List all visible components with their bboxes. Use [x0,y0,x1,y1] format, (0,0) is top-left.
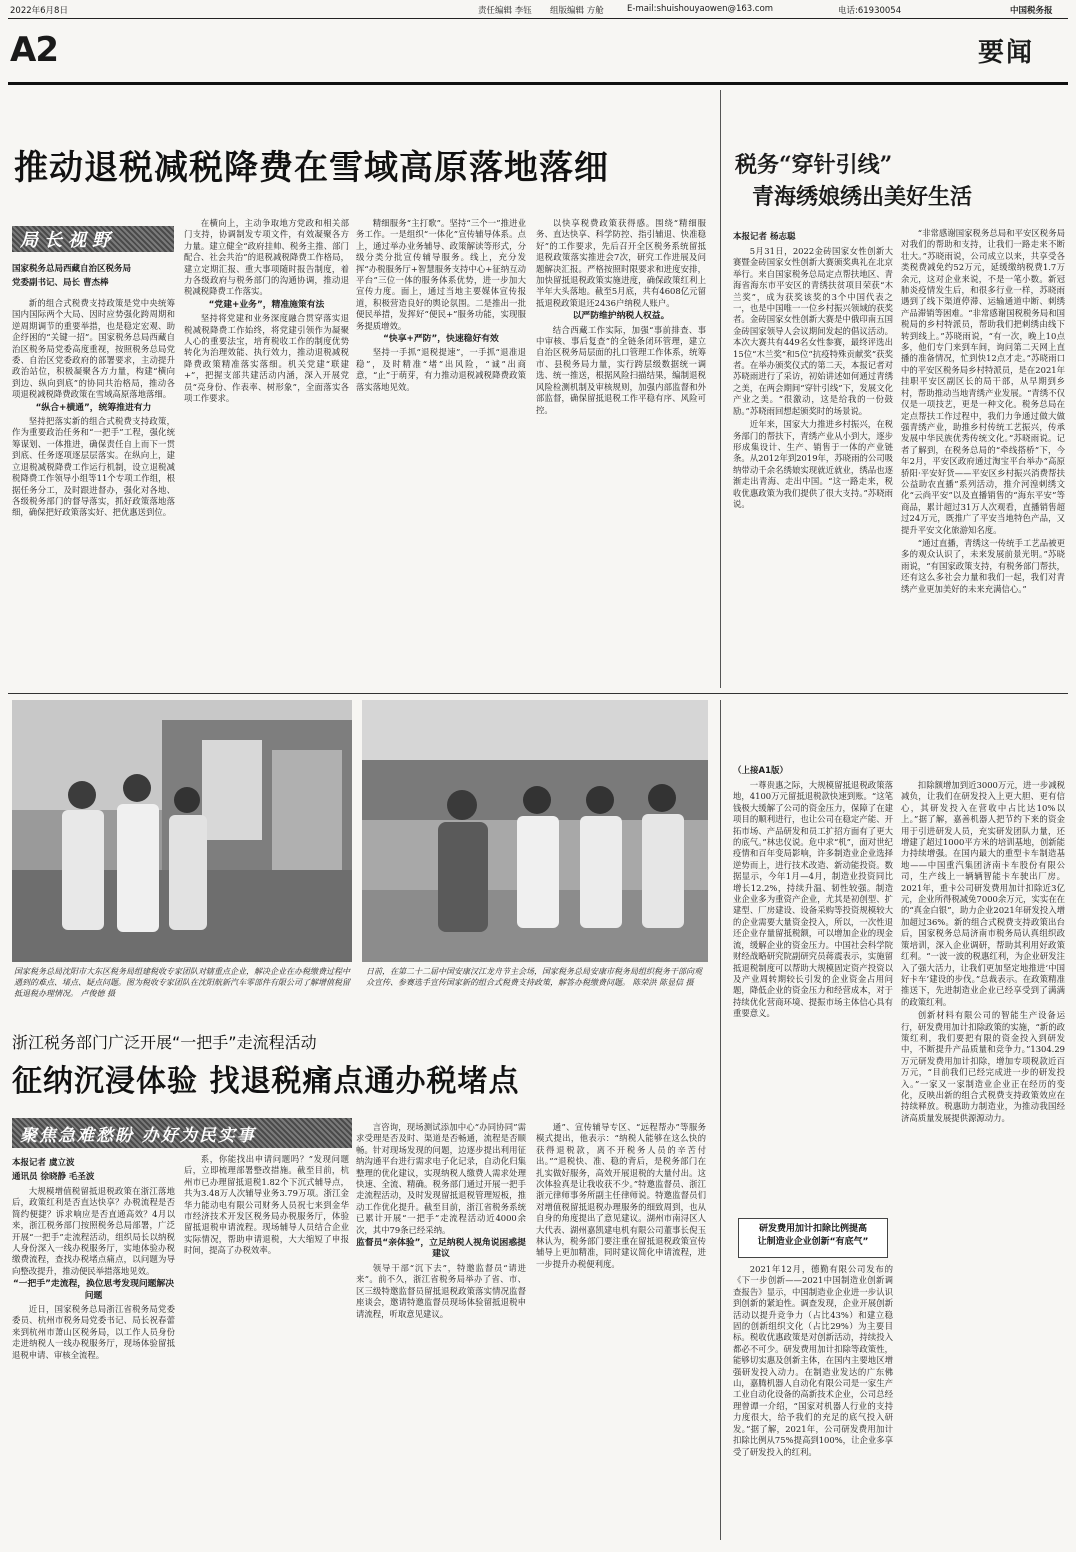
story2-byline: 本报记者 杨志聪 [733,232,796,242]
story1-column-1 [12,298,175,683]
paragraph: 创新材料有限公司的智能生产设备运行，研发费用加计扣除政策的实施，“新的政策红利，我们要把有限的资金投入到研发中，不断提升产品质量和竞争力。”1304.29万元研发费用加计扣除，增加专项税款近百万元，“目前我们已经完成进一步的研发投入。”一家又一家制造业企业正在经历的变化，反映出新的组合式税费支持政策效应在持续释放。税惠助力制造业，为推动我国经济高质量发展提供源源动力。 [901,1010,1065,1123]
story2-column-1 [733,246,893,683]
story3-column-3 [356,1122,526,1542]
masthead-date: 2022年6月8日 [10,6,68,16]
continued-column-1 [733,780,893,1210]
paragraph: 结合西藏工作实际，加强“事前排查、事中审核、事后复查”的全链条闭环管理，建立自治区税务局层面的扎口管理工作体系，统筹市、县税务局力量，实行跨层级数据统一调选、统一推送，根据风险扫描结果，编制退税风险检测机制及审核规则，加强内部监督和外部监督，确保留抵退税工作平稳有序、风险可控。 [536,324,706,415]
paragraph: 近年来，国家大力推进乡村振兴，在税务部门的帮扶下，青绣产业从小到大，逐步形成集设计、生产、销售于一体的产业链条。从2012年到2019年，苏晓雨的公司吸纳带动千余名绣娘实现就近就业，绣品也逐渐走出青海、走出中国。“这一路走来，税收优惠政策为我们提供了很大支持。”苏晓雨说。 [733,419,893,509]
paragraph: 扣除额增加到近3000万元，进一步减税减负，让我们在研发投入上更大胆、更有信心，其研发投入在营收中占比达10%以上。”据了解，嘉善机器人把节约下来的资金用于引进研发人员，充实研发团队力量，还增建了超过1000平方米的培训基地，创新能力持续增强。在国内最大的重型卡车制造基地——中国重汽集团济南卡车股份有限公司，生产线上一辆辆智能卡车驶出厂房。2021年，重卡公司研发费用加计扣除近3亿元，企业所得税减免7000余万元，实实在在的“真金白银”，助力企业2021年研发投入增加超过36%。新的组合式税费支持政策出台后，国家税务总局济南市税务局认真组织政策培训，深入企业调研，帮助其利用好政策红利。“一波一波的税惠红利，为企业研发注入了强大活力，让我们更加坚定地推进‘中国好卡车’建设的步伐。”总裁表示。在政策精准推送下，先进制造业企业已经享受到了满满的政策红利。 [901,780,1065,1007]
box-line-1: 研发费用加计扣除比例提高 [758,1224,867,1234]
paragraph: 近日，国家税务总局浙江省税务局党委委员、杭州市税务局党委书记、局长祝春蕾来到杭州市萧山区税务局，以工作人员身份走进纳税人一线办税服务厅，现场体验留抵退税申请、审核全流程。 [12,1304,175,1360]
masthead-phone: 电话:61930054 [838,6,902,16]
paragraph: 通”、宣传辅导专区、“远程帮办”等服务模式提出，他表示：“纳税人能够在这么快的获得退税款，离不开税务人员的辛苦付出。”“退税快、准、稳的背后，是税务部门在扎实做好服务，高效开展退税的大量付出。这次体验真是让我收获不少。”特邀监督员、浙江浙元律师事务所副主任律师说。特邀监督员们对增值税留抵退税办理服务的细致周到，也从自身的角度提出了意见建议。湖州市南浔区人大代表、湖州嘉凯建电机有限公司董事长倪玉林认为，税务部门要注重在留抵退税政策宣传辅导上更加精准，同时建议简化申请流程，进一步提升办税便利度。 [536,1122,706,1269]
paragraph: 系，你能找出申请问题吗？”发现问题后，立即梳理部署整改措施。截至目前，杭州市已办理留抵退税1.82个下沉式辅导点，共为3.48万人次辅导业务3.79万项。浙江金华力能动电有限公司财务人员祝七来到金华市经济技术开发区税务局办税服务厅，体验留抵退税申请流程。现场辅导人员结合企业实际情况，帮助申请退税，大大缩短了申报时间，提高了办税效率。 [184,1154,349,1256]
continued-label: （上接A1版） [733,766,788,776]
paragraph: 一尊贵惠之际，大规模留抵退税政策落地，4100万元留抵退税款快速到账。“这笔钱极大缓解了公司的资金压力，保障了在建项目的顺利进行，也让公司在稳定产能、开拓市场、产品研发和员工扩招方面有了更大的底气。”林忠仪说。危中求“机”，面对世纪疫情和百年变局影响，许多制造业企业选择逆势而上，进行技术改造、新动能投资。数据显示，今年1月—4月，制造业投资同比增长12.2%，持续升温、韧性较强。制造业企业多为重资产企业，尤其是初创型、扩建型、厂房建设、设备采购等投资规模较大的企业需要大量资金投入，所以，一次性退还企业存量留抵税额，可以增加企业的现金流，缓解企业的资金压力。中国社会科学院财经战略研究院副研究员蒋震表示，实施留抵退税制度可以帮助大规模固定资产投资以及产业周转期较长引发的企业资金占用问题，降低企业的资金压力和经营成本，对于持续优化营商环境、提振市场主体信心具有重要意义。 [733,780,893,1019]
paragraph: 坚持将党建和业务深度融合贯穿落实退税减税降费工作始终，将党建引领作为凝聚人心的重要法宝，培育税收工作的制度优势转化为治理效能、执行效力，推动退税减税降费政策精准落实落细。机关党建“联建+”，把握支部共建活动内涵，深入开展党员“亮身份、作表率、树形象”，全面落实各项工作要求。 [184,313,349,404]
story3-column-4 [536,1122,706,1542]
paragraph: 以快享税费政策获得感。围绕“精细服务、直达快享、科学防控、指引辅退、快准稳好”的工作要求，先后召开全区税务系统留抵退税政策落实推进会7次，研究工作进展及问题解决汇报。严格按照时限要求和进度安排，加快留抵退税政策实施进度，确保政策红利上半年大头落地。截至5月底，共有4608亿元留抵退税政策退还2436户纳税人账户。 [536,218,706,308]
story1-headline: 推动退税减税降费在雪域高原落地落细 [14,148,609,188]
paragraph: 言咨询，现场测试添加中心“办同协同”需求受理是否及时、渠道是否畅通，流程是否顺畅。针对现场发现的问题，边逐步提出利用征纳沟通平台进行需求电子化记录，自动化归集整理的优化建议，实现纳税人缴费人需求处理快速、全流、精确。税务部门通过开展一把手走流程活动，及时发现留抵退税管理短板，推动工作优化提升。截至目前，浙江省税务系统已累计开展“一把手”走流程活动近4000余次，其中79条已经采纳。 [356,1122,526,1235]
photo-left-caption: 国家税务总局沈阳市大东区税务局组建税收专家团队对辖重点企业，解决企业在办税缴费过程中遇到的难点、堵点、疑点问题。图为税收专家团队在沈阳航新汽车零部件有限公司了解增值税留抵退税办理情况。 卢俊德 摄 [14,967,350,998]
box-line-2: 让制造业企业创新“有底气” [757,1237,869,1247]
story2-headline-line2: 青海绣娘绣出美好生活 [752,184,973,210]
story3-byline2: 通讯员 徐晓静 毛圣波 [12,1172,95,1182]
masthead-rule [8,18,1068,19]
subheading: 以严防维护纳税人权益。 [572,311,670,322]
paragraph: 在横向上，主动争取地方党政和相关部门支持，协调制发专项文件，有效凝聚各方力量。建立健全“政府挂帅、税务主推、部门配合、社会共治”的退税减税降费工作格局，建立定期汇报、重大事项随时报告制度，着力各级政府与税务部门的沟通协调，推动退税减税降费工作落实。 [184,218,349,297]
masthead-editor: 责任编辑 李钰 [478,6,532,16]
column-divider-lower [720,700,721,1540]
story1-column-banner: 局长视野 [12,226,174,252]
section-divider [8,693,1068,694]
photo-right-caption: 日前，在第二十二届中国安康汉江龙舟节主会场，国家税务总局安康市税务局组织税务干部向观众宣传、参赛选手宣传国家新的组合式税费支持政策，解答办税缴费问题。 陈荣洪 陈显信 摄 [366,967,702,987]
story3-headline: 征纳沉浸体验 找退税痛点通办税堵点 [12,1064,520,1099]
story2-column-2 [901,228,1065,683]
paragraph: 2021年12月，德勤有限公司发布的《下一步创新——2021中国制造业创新调查报告》显示，中国制造业企业进一步认识到创新的紧迫性。调查发现，企业开展创新活动以提升竞争力（占比43%）和建立稳固的创新组织文化（占比29%）为主要目标。税收优惠政策是对创新活动，持续投入都必不可少。研发费用加计扣除等政策性，能够切实惠及创新主体，在国内主要地区增强研发投入动力。在制造业发达的广东佛山，嘉腾机器人自动化有限公司是一家生产工业自动化设备的高新技术企业，公司总经理曾谭一介绍，“国家对机器人行业的支持力度很大，给予我们的充足的底气投入研发。”据了解，2021年，公司研发费用加计扣除比例从75%提高到100%，让企业多享受了研发投入的红利。 [733,1264,893,1457]
story1-column-4 [536,218,706,683]
column-divider [720,90,721,688]
masthead-layout: 组版编辑 方舱 [550,6,604,16]
continued-column-2 [901,780,1065,1542]
paragraph: 坚持把落实新的组合式税费支持政策，作为重要政治任务和“一把手”工程，强化统筹谋划、一体推进，确保责任自上而下一贯到底、任务逐项逐层层落实。在纵向上，建立退税减税降费工作运行机制，设立退税减税降费工作领导小组等11个专项工作组，根据任务分工，及时跟进督办，强化对各地、各级税务部门的督导落实，抓好政策落地落细，确保把好政策落实好、把优惠送到位。 [12,416,175,518]
photo-dragon-boat-festival [362,700,708,962]
story3-column-1 [12,1186,175,1542]
story3-byline1: 本报记者 虞立波 [12,1158,75,1168]
story3-column-2 [184,1154,349,1542]
story3-banner: 聚焦急难愁盼 办好为民实事 [12,1118,352,1148]
subheading: “快享+严防”，快速稳好有效 [383,334,499,345]
continued-column-1b [733,1264,893,1542]
story1-byline1: 国家税务总局西藏自治区税务局 [12,264,132,274]
subheading: 监督员“亲体验”，立足纳税人视角说困惑提建议 [356,1238,526,1260]
story1-byline2: 党委副书记、局长 曹杰棒 [12,278,109,288]
story1-column-3 [356,218,526,683]
section-title: 要闻 [978,38,1035,68]
story2-headline-line1: 税务“穿针引线” [735,152,893,178]
masthead-email: E-mail:shuishouyaowen@163.com [627,4,774,14]
subheading: “纵合+横通”，统筹推进有力 [35,402,152,413]
continued-subhead-box [738,1218,888,1258]
subheading: “一把手”走流程，换位思考发现问题解决问题 [12,1279,175,1301]
story1-column-2 [184,218,349,683]
paragraph: “非常感谢国家税务总局和平安区税务局对我们的帮助和支持，让我们一路走来不断壮大。”苏晓雨说，公司成立以来，共享受各类税费减免约52万元，延缓缴纳税费1.7万余元，这对企业来说，不是一笔小数。新冠肺炎疫情发生后，和很多行业一样，苏晓雨遇到了线下渠道停滞、运输通道中断、刺绣产品滞销等困难。“非常感谢国税税务局和国税局的乡村特派员，帮助我们把刺绣由线下转到线上。”苏晓雨说，“有一次，晚上10点多，他们专门来到车间，询问第二天网上直播的准备情况，忙到快12点才走。”苏晓雨口中的平安区税务局乡村特派员，是在2021年挂职平安区副区长的局干部，从早期到乡村，帮助推动当地青绣产业发展。“青绣不仅仅是一项技艺，更是一种文化。税务总局在定点帮扶工作过程中，我们力争通过做大做强青绣产业，助推乡村传统工艺振兴，传承发展中华民族优秀传统文化。”苏晓雨说。记者了解到，在税务总局的“牵线搭桥”下，今年2月，平安区政府通过淘宝平台举办“高原骄阳·平安好货——平安区乡村振兴消费帮扶公益助农直播”系列活动，推介河湟刺绣文化“云尚平安”以及直播销售的“海东平安”等商品，累计超过31万人次观看，直播销售超过24万元，既推广了平安当地特色产品，又提升平安文化旅游知名度。 [901,228,1065,535]
photo-tax-officers-factory [12,700,352,962]
paragraph: 大规模增值税留抵退税政策在浙江落地后，政策红利是否直达快享？办税流程是否简约便捷？诉求响应是否直通高效？4月以来，浙江税务部门按照税务总局部署，广泛开展“一把手”走流程活动，组织局长以纳税人身份深入一线办税服务厅，实地体验办税缴费流程，查找办税堵点痛点，以问题为导向整改提升，推动便民举措落地见效。 [12,1186,175,1276]
paragraph: 5月31日，2022金砖国家女性创新大赛暨金砖国家女性创新大赛颁奖典礼在北京举行。来自国家税务总局定点帮扶地区、青海省海东市平安区的青绣扶贫项目荣获“木兰奖”，成为获奖该奖的3个中国代表之一，也是中国唯一一位乡村振兴领域的获奖者。金砖国家女性创新大赛是中俄印南五国金砖国家领导人会议期间发起的倡议活动。本次大赛共有449名女性参赛，最终评选出15位“木兰奖”和5位“抗疫特殊贡献奖”获奖者。在举办颁奖仪式的第二天，本报记者对苏晓雨进行了采访，初始讲述如何通过青绣之美，在两会期间“穿针引线”下，发展文化产业之美。“很激动，这是给我的一份鼓励。”苏晓雨回想起颁奖时的场景说。 [733,246,893,416]
subheading: “党建+业务”，精准施策有法 [208,299,325,310]
story3-kicker: 浙江税务部门广泛开展“一把手”走流程活动 [12,1033,317,1052]
section-rule [8,82,1068,85]
paragraph: 新的组合式税费支持政策是党中央统筹国内国际两个大局、因时应势强化跨周期和逆周期调节的重要举措，也是稳定宏观、助企纾困的“关键一招”。国家税务总局西藏自治区税务局党委高度重视，按照税务总局党委、自治区党委政府的部署要求，主动提升政治站位，积极凝聚各方力量，构建“横向到边、纵向到底”的协同共治格局，推动各项退税减税降费政策在雪域高原落地落细。 [12,298,175,400]
paragraph: 坚持一手抓“退税提速”，一手抓“退准退稳”，及时精准“堵”出风险，“诚”出商意，“止”于萌芽，有力推动退税减税降费政策落实落地见效。 [356,347,526,392]
paragraph: “通过直播，青绣这一传统手工艺品被更多的观众认识了，未来发展前景光明。”苏晓雨说，“有国家政策支持，有税务部门帮扶，还有这么多社会力量和我们一起，我们对青绣产业更加美好的未来充满信心。” [901,537,1065,594]
paragraph: 领导干部“沉下去”，特邀监督员“请进来”。前不久，浙江省税务局举办了省、市、区三级特邀监督员留抵退税政策落实情况监督座谈会，邀请特邀监督员现场体验留抵退税申请流程，听取意见建议。 [356,1262,526,1319]
paragraph: 精细服务“主打歌”。坚持“三个一”推进业务工作。一是组织“一体化”宣传辅导体系。点上，通过举办业务辅导、政策解读等形式，分级分类分批宣传辅导服务。线上，充分发挥“办税服务厅+智慧服务支持中心+征纳互动平台”三位一体的服务体系优势，进一步加大宣传力度。面上，通过当地主要媒体宣传报道，积极营造良好的舆论氛围。二是推出一批便民举措，发挥好“便民+”服务功能，实现服务提质增效。 [356,218,526,331]
masthead-paper: 中国税务报 [1010,6,1053,16]
page-number: A2 [10,30,58,70]
